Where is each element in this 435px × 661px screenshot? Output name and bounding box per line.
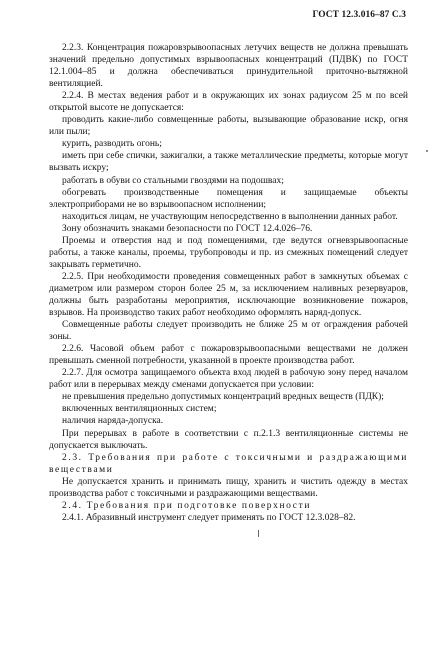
- section-heading-2-4: 2.4. Требования при подготовке поверхности: [62, 500, 312, 511]
- standard-header: ГОСТ 12.3.016–87 С.3: [312, 10, 406, 20]
- condition-pdk: не превышения предельно допустимых концентраций вредных веществ (ПДК);: [62, 392, 384, 403]
- paragraph-2-2-3: 2.2.3. Концентрация пожаровзрывоопасных летучих веществ не должна превышать значений предельно допустимых взрывоопасных концентраций (ПДВК) по ГОСТ 12.1.004–85 и должна обеспечиваться принудительной приточно-вытяжной вентиляцией.: [49, 43, 408, 90]
- scan-speck: [258, 530, 259, 537]
- paragraph-2-2-7: 2.2.7. Для осмотра защищаемого объекта вход людей в рабочую зону перед началом работ или в перерывах между сменами допускается при условии:: [49, 368, 408, 391]
- list-item-matches: иметь при себе спички, зажигалки, а также металлические предметы, которые могут вызвать искру;: [49, 151, 408, 174]
- condition-permit: наличия наряда-допуска.: [62, 416, 164, 427]
- list-item-sparks: проводить какие-либо совмещенные работы, вызывающие образование искр, огня или пыли;: [49, 115, 408, 138]
- paragraph-2-2-4: 2.2.4. В местах ведения работ и в окружающих их зонах радиусом 25 м по всей открытой высоте не допускается:: [49, 91, 408, 114]
- paragraph-combined-works: Совмещенные работы следует производить не ближе 25 м от ограждения рабочей зоны.: [49, 320, 408, 343]
- paragraph-2-4-1: 2.4.1. Абразивный инструмент следует применять по ГОСТ 12.3.028–82.: [62, 512, 356, 523]
- paragraph-food: Не допускается хранить и принимать пищу, хранить и чистить одежду в местах производства работ с токсичными и раздражающими веществами.: [49, 476, 408, 499]
- list-item-heating: обогревать производственные помещения и защищаемые объекты электроприборами не во взрывоопасном исполнении;: [49, 187, 408, 210]
- list-item-smoking: курить, разводить огонь;: [62, 139, 162, 150]
- condition-ventilation: включенных вентиляционных систем;: [62, 404, 217, 415]
- section-heading-2-3: 2.3. Требования при работе с токсичными и раздражающими веществами: [49, 452, 408, 475]
- paragraph-openings: Проемы и отверстия над и под помещениями, где ведутся огневзрывоопасные работы, а также каналы, проемы, трубопроводы и пр. из смежных помещений следует закрывать герметично.: [49, 235, 408, 270]
- paragraph-2-2-6: 2.2.6. Часовой объем работ с пожаровзрывоопасными веществами не должен превышать сменной потребности, указанной в проекте производства работ.: [49, 344, 408, 367]
- paragraph-breaks: При перерывах в работе в соответствии с п.2.1.3 вентиляционные системы не допускается выключать.: [49, 428, 408, 451]
- list-item-footwear: работать в обуви со стальными гвоздями на подошвах;: [62, 175, 284, 186]
- paragraph-2-2-5: 2.2.5. При необходимости проведения совмещенных работ в замкнутых объемах с диаметром или размером сторон более 25 м, за исключением наливных резервуаров, должны быть разработаны мероприятия, исключающие возникновение пожаров, взрывов. На производство таких работ необходимо оформлять наряд-допуск.: [49, 271, 408, 319]
- document-body: [49, 42, 408, 524]
- scan-speck: [426, 150, 428, 152]
- list-item-persons: находиться лицам, не участвующим непосредственно в выполнении данных работ.: [62, 211, 398, 222]
- paragraph-zone-signs: Зону обозначить знаками безопасности по ГОСТ 12.4.026–76.: [62, 223, 313, 234]
